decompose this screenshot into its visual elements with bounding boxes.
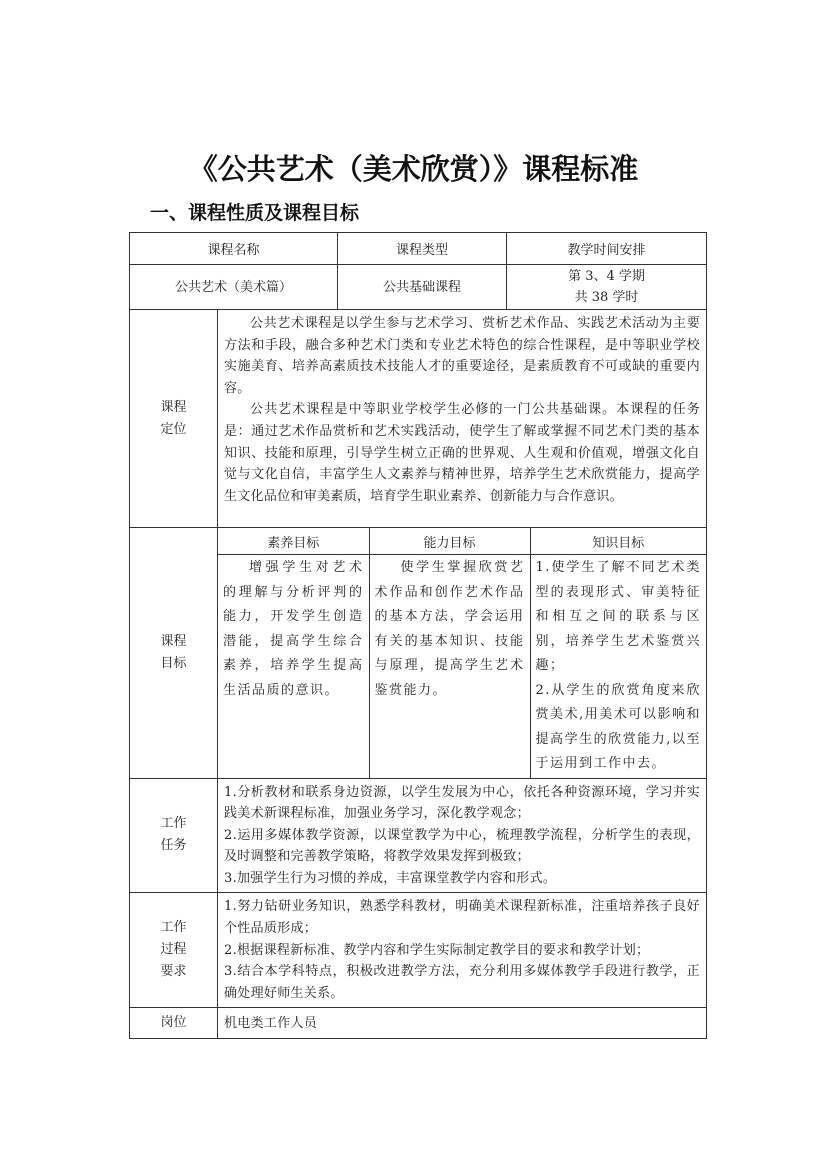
task-item: 3.加强学生行为习惯的养成，丰富课堂教学内容和形式。 <box>224 870 557 886</box>
positioning-paragraph: 公共艺术课程是以学生参与艺术学习、赏析艺术作品、实践艺术活动为主要方法和手段，融合多种艺术门类和专业艺术特色的综合性课程，是中等职业学校实施美育、培养高素质技术技能人才的重要途径，是素质教育不可或缺的重要内容。 <box>224 316 700 396</box>
header-course-name: 课程名称 <box>130 233 338 265</box>
schedule-hours: 共 38 学时 <box>574 290 639 305</box>
ability-objective: 使学生掌握欣赏艺术作品和创作艺术作品的基本方法，学会运用有关的基本知识、技能与原理，提高学生艺术鉴赏能力。 <box>369 555 530 778</box>
knowledge-item: 2.从学生的欣赏角度来欣赏美术,用美术可以影响和提高学生的欣赏能力,以至于运用到工作中去。 <box>535 682 701 771</box>
post-label: 岗位 <box>130 1008 218 1039</box>
schedule-terms: 第 3、4 学期 <box>568 269 645 284</box>
positioning-label: 课程 定位 <box>130 310 218 528</box>
header-course-type: 课程类型 <box>338 233 507 265</box>
tasks-content <box>218 778 707 893</box>
objectives-label: 课程 目标 <box>130 528 218 779</box>
quality-objective-header: 素养目标 <box>267 535 320 551</box>
positioning-row <box>130 310 707 528</box>
course-type-value: 公共基础课程 <box>338 265 507 310</box>
process-content <box>218 893 707 1008</box>
course-name-value: 公共艺术（美术篇） <box>130 265 338 310</box>
process-row <box>130 893 707 1008</box>
schedule-value <box>507 265 707 310</box>
tasks-label: 工作 任务 <box>130 778 218 893</box>
process-item: 1.努力钻研业务知识，熟悉学科教材，明确美术课程新标准，注重培养孩子良好个性品质形成； <box>224 899 700 937</box>
quality-objective: 增强学生对艺术的理解与分析评判的能力，开发学生创造潜能，提高学生综合素养，培养学生提高生活品质的意识。 <box>218 555 369 778</box>
knowledge-objective <box>530 555 706 778</box>
post-row <box>130 1008 707 1039</box>
knowledge-item: 1.使学生了解不同艺术类型的表现形式、审美特征和相互之间的联系与区别，培养学生艺术鉴赏兴趣； <box>535 560 701 673</box>
process-item: 2.根据课程新标准、教学内容和学生实际制定教学目的要求和教学计划； <box>224 942 650 958</box>
course-info-table <box>129 232 707 310</box>
task-item: 2.运用多媒体教学资源，以课堂教学为中心，梳理教学流程，分析学生的表现，及时调整和完善教学策略，将教学效果发挥到极致； <box>224 827 700 865</box>
header-schedule: 教学时间安排 <box>507 233 707 265</box>
task-item: 1.分析教材和联系身边资源，以学生发展为中心，依托各种资源环境，学习并实践美术新课程标准，加强业务学习，深化教学观念； <box>224 784 700 822</box>
document-title: 《公共艺术（美术欣赏）》课程标准 <box>188 152 639 186</box>
positioning-content <box>218 310 707 528</box>
post-value: 机电类工作人员 <box>218 1008 707 1039</box>
knowledge-objective-header: 知识目标 <box>530 528 706 555</box>
tasks-row <box>130 778 707 893</box>
objectives-row <box>130 528 707 779</box>
objectives-subtable <box>218 528 706 778</box>
section-heading: 一、课程性质及课程目标 <box>150 202 360 224</box>
process-label: 工作 过程 要求 <box>130 893 218 1008</box>
ability-objective-header: 能力目标 <box>369 528 530 555</box>
positioning-paragraph: 公共艺术课程是中等职业学校学生必修的一门公共基础课。本课程的任务是：通过艺术作品赏析和艺术实践活动，使学生了解或掌握不同艺术门类的基本知识、技能和原理，引导学生树立正确的世界观、人生观和价值观，增强文化自觉与文化自信，丰富学生人文素养与精神世界，培养学生艺术欣赏能力，提高学生文化品位和审美素质，培育学生职业素养、创新能力与合作意识。 <box>224 402 700 504</box>
process-item: 3.结合本学科特点，积极改进教学方法，充分利用多媒体教学手段进行教学，正确处理好师生关系。 <box>224 964 700 1001</box>
course-detail-table <box>129 309 707 1039</box>
